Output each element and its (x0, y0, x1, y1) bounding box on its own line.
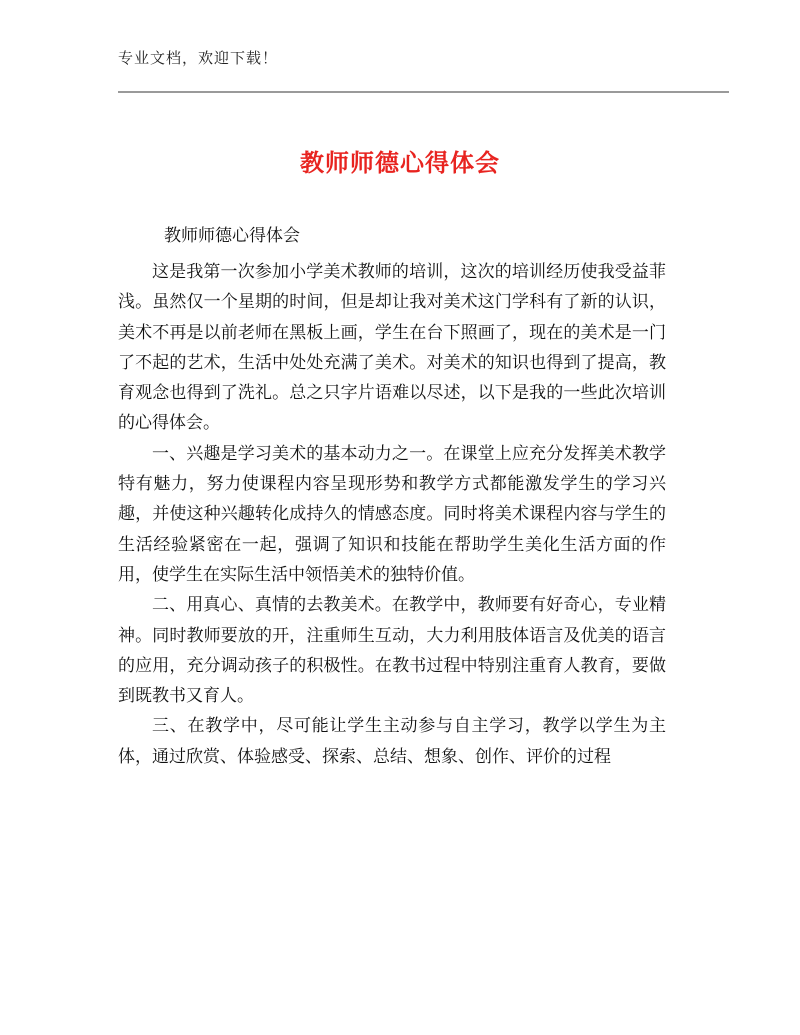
header-divider (118, 91, 729, 93)
header-text: 专业文档，欢迎下载！ (118, 49, 279, 67)
paragraph-point-one: 一、兴趣是学习美术的基本动力之一。在课堂上应充分发挥美术教学特有魅力，努力使课程内容呈现形势和教学方式都能激发学生的学习兴趣，并使这种兴趣转化成持久的情感态度。同时将美术课程内容与学生的生活经验紧密在一起，强调了知识和技能在帮助学生美化生活方面的作用，使学生在实际生活中领悟美术的独特价值。 (118, 443, 666, 585)
document-title: 教师师德心得体会 (300, 149, 500, 177)
paragraph-point-three: 三、在教学中，尽可能让学生主动参与自主学习，教学以学生为主体，通过欣赏、体验感受、探索、总结、想象、创作、评价的过程 (118, 716, 666, 767)
document-subtitle: 教师师德心得体会 (164, 226, 300, 246)
document-text (118, 257, 666, 772)
paragraph-point-two: 二、用真心、真情的去教美术。在教学中，教师要有好奇心，专业精神。同时教师要放的开，注重师生互动，大力利用肢体语言及优美的语言的应用，充分调动孩子的积极性。在教书过程中特别注重育人教育，要做到既教书又育人。 (118, 595, 666, 707)
paragraph-intro: 这是我第一次参加小学美术教师的培训，这次的培训经历使我受益菲浅。虽然仅一个星期的时间，但是却让我对美术这门学科有了新的认识，美术不再是以前老师在黑板上画，学生在台下照画了，现在的美术是一门了不起的艺术，生活中处处充满了美术。对美术的知识也得到了提高，教育观念也得到了洗礼。总之只字片语难以尽述，以下是我的一些此次培训的心得体会。 (118, 262, 666, 434)
